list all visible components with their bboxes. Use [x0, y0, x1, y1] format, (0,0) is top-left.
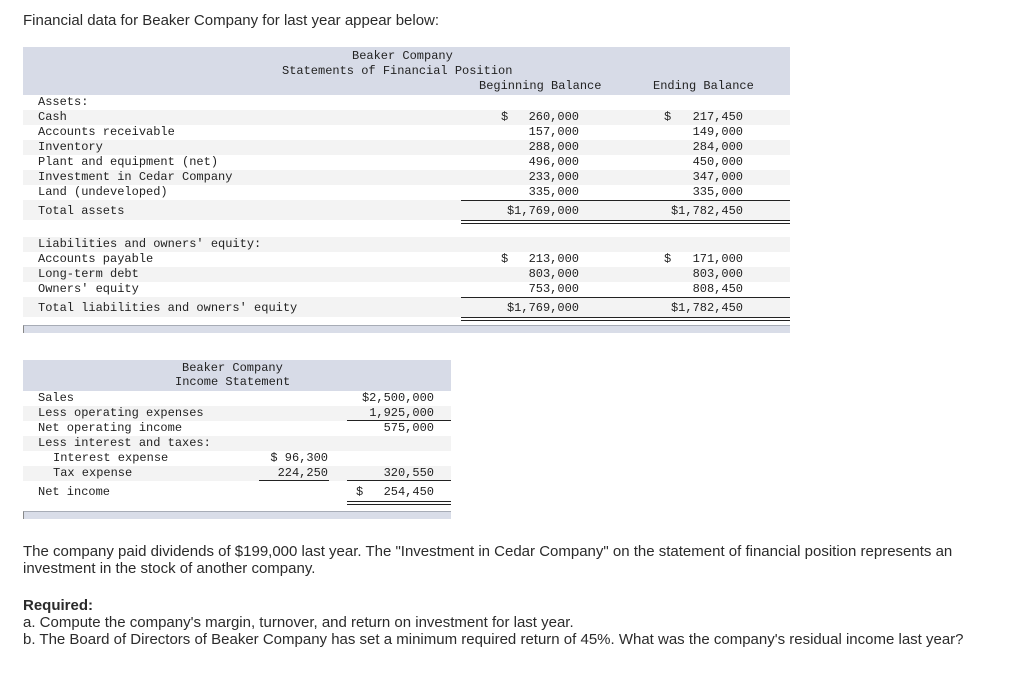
table-row	[23, 406, 451, 421]
amount: 575,000	[383, 421, 434, 435]
required-section	[23, 597, 983, 648]
row-label: Accounts payable	[38, 252, 154, 266]
ending-value: 450,000	[692, 155, 743, 169]
row-label: Owners' equity	[38, 282, 139, 296]
horizontal-scrollbar[interactable]	[23, 511, 451, 519]
table-row	[23, 110, 790, 125]
double-underline	[347, 501, 451, 505]
row-label: Sales	[38, 391, 75, 405]
row-label: Accounts receivable	[38, 125, 175, 139]
income-statement-title: Income Statement	[175, 375, 291, 389]
beginning-value: 288,000	[528, 140, 579, 154]
horizontal-scrollbar[interactable]	[23, 325, 790, 333]
row-label: Interest expense	[53, 451, 169, 465]
table-row	[23, 140, 790, 155]
ending-value: 149,000	[692, 125, 743, 139]
row-label: Plant and equipment (net)	[38, 155, 219, 169]
required-part-a: a. Compute the company's margin, turnover, and return on investment for last year.	[23, 614, 574, 631]
sfp-header	[23, 47, 790, 95]
dollar-sign: $	[501, 110, 509, 124]
total-liabilities-row	[23, 297, 790, 317]
beginning-value: 335,000	[528, 185, 579, 199]
income-header	[23, 360, 451, 391]
row-label: Total assets	[38, 204, 125, 218]
double-underline	[461, 317, 790, 321]
table-row	[23, 451, 451, 466]
amount: 320,550	[383, 466, 434, 480]
amount: $2,500,000	[361, 391, 434, 405]
beginning-value: 233,000	[528, 170, 579, 184]
assets-heading: Assets:	[38, 95, 89, 109]
table-row	[23, 267, 790, 282]
net-income-row	[23, 481, 451, 501]
dollar-sign: $	[501, 252, 509, 266]
row-label: Less interest and taxes:	[38, 436, 211, 450]
ending-value: 171,000	[692, 252, 743, 266]
dollar-sign: $	[356, 485, 364, 499]
amount: 1,925,000	[369, 406, 434, 420]
ending-value: $1,782,450	[670, 204, 743, 218]
income-company-title: Beaker Company	[182, 361, 283, 375]
sub-amount: $ 96,300	[270, 451, 328, 465]
dollar-sign: $	[664, 110, 672, 124]
ending-value: 803,000	[692, 267, 743, 281]
dollar-sign: $	[664, 252, 672, 266]
table-row	[23, 282, 790, 297]
beginning-value: 753,000	[528, 282, 579, 296]
statement-of-financial-position	[23, 47, 790, 333]
row-label: Inventory	[38, 140, 103, 154]
beginning-value: 803,000	[528, 267, 579, 281]
table-row	[23, 436, 451, 451]
table-row	[23, 421, 451, 436]
liabilities-heading: Liabilities and owners' equity:	[38, 237, 262, 251]
total-assets-row	[23, 200, 790, 220]
ending-value: 335,000	[692, 185, 743, 199]
row-label: Cash	[38, 110, 67, 124]
row-label: Investment in Cedar Company	[38, 170, 233, 184]
table-row	[23, 125, 790, 140]
liabilities-heading-row	[23, 237, 790, 252]
table-row	[23, 185, 790, 200]
beginning-value: 157,000	[528, 125, 579, 139]
row-label: Land (undeveloped)	[38, 185, 168, 199]
beginning-value: $1,769,000	[506, 204, 579, 218]
required-part-b: b. The Board of Directors of Beaker Company has set a minimum required return of 45%. What was the company's residual income last year?	[23, 631, 964, 648]
table-row	[23, 252, 790, 267]
table-row	[23, 155, 790, 170]
row-label: Net operating income	[38, 421, 183, 435]
assets-heading-row	[23, 95, 790, 110]
beginning-value: 260,000	[528, 110, 579, 124]
beginning-value: 496,000	[528, 155, 579, 169]
column-header-beginning: Beginning Balance	[479, 79, 602, 93]
row-label: Long-term debt	[38, 267, 139, 281]
amount: 254,450	[383, 485, 434, 499]
beginning-value: 213,000	[528, 252, 579, 266]
column-header-ending: Ending Balance	[653, 79, 754, 93]
row-label: Total liabilities and owners' equity	[38, 301, 298, 315]
table-row	[23, 170, 790, 185]
ending-value: 347,000	[692, 170, 743, 184]
beginning-value: $1,769,000	[506, 301, 579, 315]
required-heading: Required:	[23, 597, 94, 614]
note-paragraph: The company paid dividends of $199,000 last year. The "Investment in Cedar Company" on the statement of financial position represents an investment in the stock of another company.	[23, 543, 953, 577]
income-statement	[23, 360, 451, 519]
intro-text: Financial data for Beaker Company for last year appear below:	[23, 12, 440, 29]
double-underline	[461, 220, 790, 224]
table-row	[23, 466, 451, 481]
sub-amount: 224,250	[277, 466, 328, 480]
ending-value: 808,450	[692, 282, 743, 296]
sfp-company-title: Beaker Company	[352, 49, 453, 63]
ending-value: $1,782,450	[670, 301, 743, 315]
ending-value: 217,450	[692, 110, 743, 124]
table-row	[23, 391, 451, 406]
row-label: Net income	[38, 485, 111, 499]
row-label: Less operating expenses	[38, 406, 204, 420]
sfp-statement-title: Statements of Financial Position	[282, 64, 513, 78]
ending-value: 284,000	[692, 140, 743, 154]
row-label: Tax expense	[53, 466, 133, 480]
